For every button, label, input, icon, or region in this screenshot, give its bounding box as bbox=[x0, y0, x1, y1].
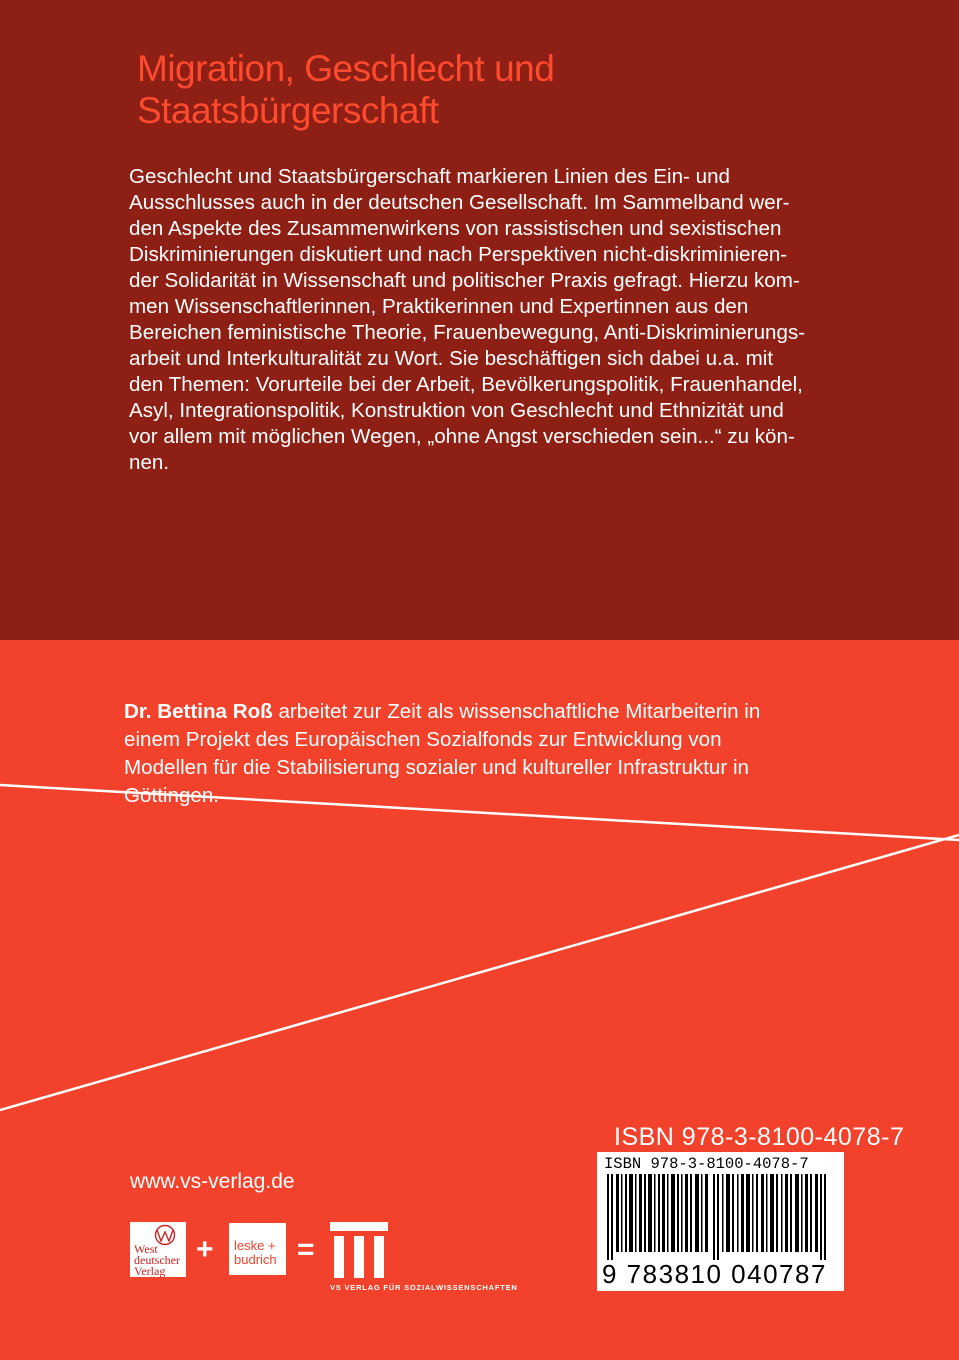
author-bio bbox=[124, 698, 864, 810]
barcode-bars bbox=[607, 1174, 834, 1260]
westdeutscher-line-2: deutscher bbox=[134, 1253, 180, 1267]
westdeutscher-verlag-logo bbox=[130, 1222, 186, 1277]
plus-sign: + bbox=[196, 1233, 214, 1266]
description-line: men Wissenschaftlerinnen, Praktikerinnen und Expertinnen aus den bbox=[129, 295, 749, 318]
barcode-digits: 9 783810 040787 bbox=[602, 1259, 827, 1289]
description-line: Bereichen feministische Theorie, Frauenbewegung, Anti-Diskriminierungs- bbox=[129, 321, 806, 344]
decorative-line bbox=[0, 835, 959, 1110]
description-line: den Aspekte des Zusammenwirkens von rassistischen und sexistischen bbox=[129, 217, 782, 240]
bio-line: arbeitet zur Zeit als wissenschaftliche Mitarbeiterin in bbox=[272, 700, 761, 723]
author-name: Dr. Bettina Roß bbox=[124, 700, 273, 723]
leske-line-1: leske + bbox=[234, 1238, 276, 1253]
vs-verlag-icon bbox=[330, 1222, 388, 1278]
bio-line: Göttingen. bbox=[124, 784, 220, 807]
isbn-label: ISBN 978-3-8100-4078-7 bbox=[614, 1123, 905, 1151]
equals-sign: = bbox=[297, 1233, 315, 1266]
leske-budrich-logo bbox=[229, 1223, 286, 1275]
vs-verlag-label: VS VERLAG FÜR SOZIALWISSENSCHAFTEN bbox=[330, 1283, 518, 1292]
title-line-1: Migration, Geschlecht und bbox=[137, 48, 555, 89]
description-line: Ausschlusses auch in der deutschen Gesellschaft. Im Sammelband wer- bbox=[129, 191, 790, 214]
description-line: der Solidarität in Wissenschaft und politischer Praxis gefragt. Hierzu kom- bbox=[129, 269, 800, 292]
barcode bbox=[597, 1152, 844, 1291]
description-line: Geschlecht und Staatsbürgerschaft markieren Linien des Ein- und bbox=[129, 165, 730, 188]
bio-line: Modellen für die Stabilisierung sozialer und kultureller Infrastruktur in bbox=[124, 756, 749, 779]
barcode-isbn: ISBN 978-3-8100-4078-7 bbox=[604, 1155, 809, 1173]
publisher-website[interactable]: www.vs-verlag.de bbox=[130, 1170, 295, 1193]
title-line-2: Staatsbürgerschaft bbox=[137, 90, 439, 131]
westdeutscher-line-1: West bbox=[134, 1242, 158, 1256]
description-line: Diskriminierungen diskutiert und nach Perspektiven nicht-diskriminieren- bbox=[129, 243, 788, 266]
description-line: den Themen: Vorurteile bei der Arbeit, Bevölkerungspolitik, Frauenhandel, bbox=[129, 373, 803, 396]
description-line: vor allem mit möglichen Wegen, „ohne Angst verschieden sein...“ zu kön- bbox=[129, 425, 795, 448]
description-line: nen. bbox=[129, 451, 170, 474]
westdeutscher-line-3: Verlag bbox=[134, 1264, 166, 1278]
description-line: Asyl, Integrationspolitik, Konstruktion von Geschlecht und Ethnizität und bbox=[129, 399, 784, 422]
bio-line: einem Projekt des Europäischen Sozialfonds zur Entwicklung von bbox=[124, 728, 722, 751]
description-line: arbeit und Interkulturalität zu Wort. Sie beschäftigen sich dabei u.a. mit bbox=[129, 347, 774, 370]
leske-line-2: budrich bbox=[234, 1252, 277, 1267]
